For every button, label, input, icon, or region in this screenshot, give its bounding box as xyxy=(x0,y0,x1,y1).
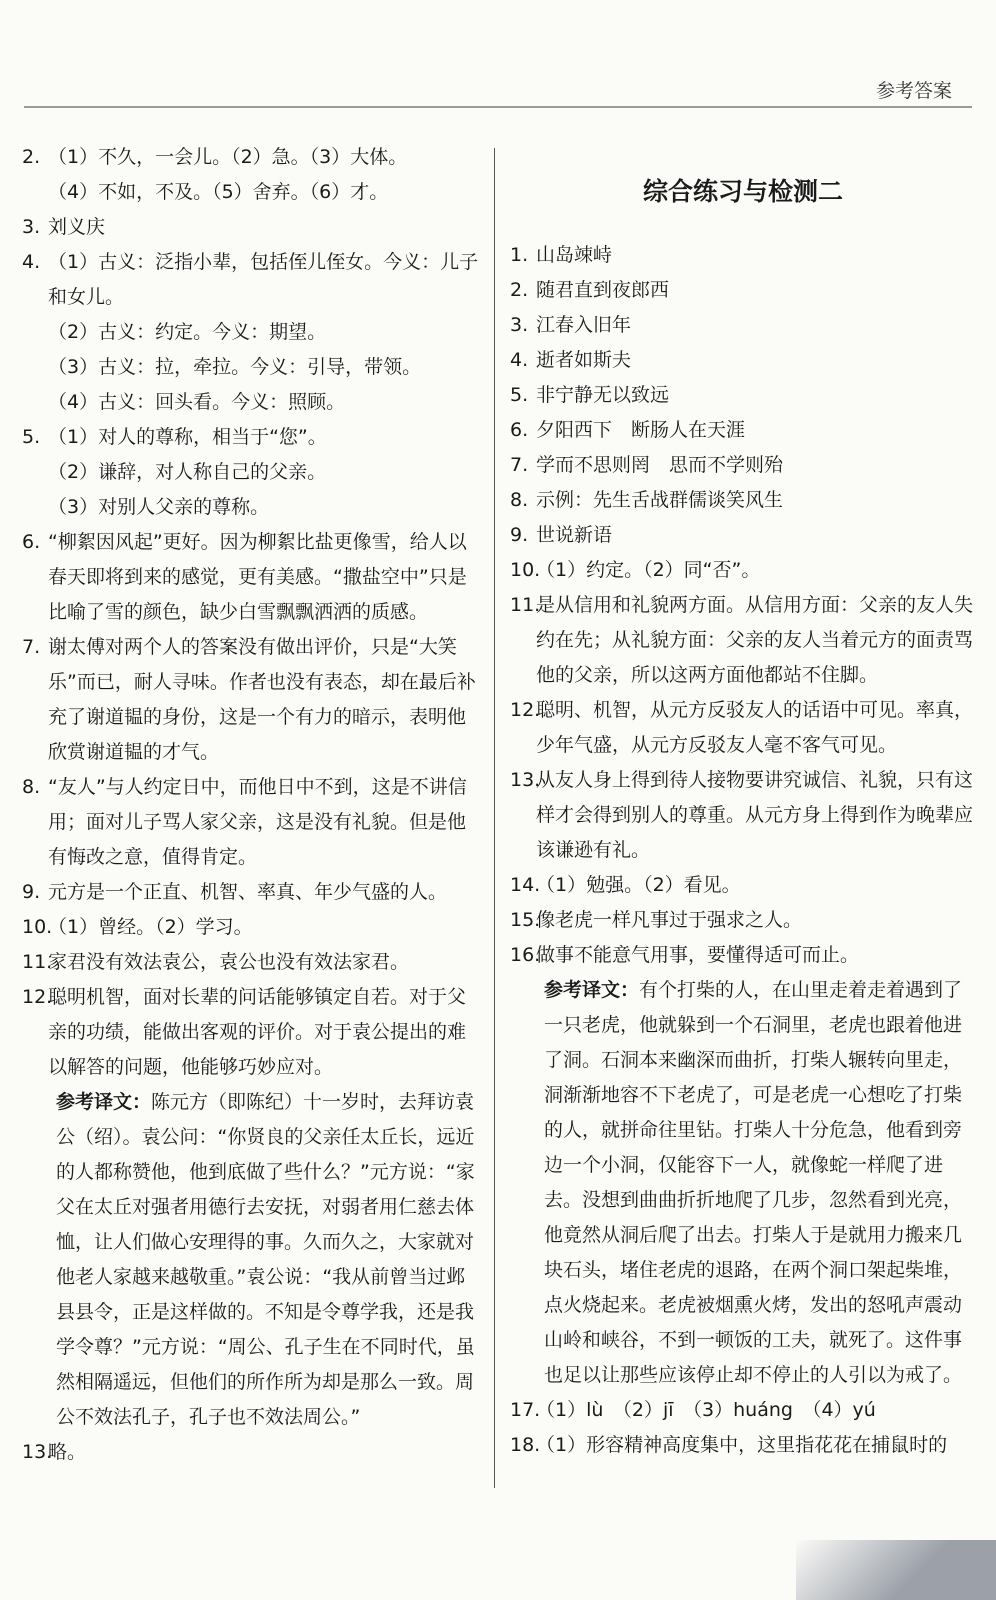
item-number: 13. xyxy=(22,1441,53,1463)
item-number: 10. xyxy=(510,559,541,581)
item-number: 14. xyxy=(510,874,541,896)
item-number: 18. xyxy=(510,1434,541,1456)
answer-item xyxy=(510,308,976,343)
column-divider xyxy=(494,148,495,1488)
item-text: 是从信用和礼貌两方面。从信用方面：父亲的友人失约在先；从礼貌方面：父亲的友人当着元方的面责骂他的父亲，所以这两方面他都站不住脚。 xyxy=(536,594,974,686)
item-text: 聪明、机智，从元方反驳友人的话语中可见。率真，少年气盛，从元方反驳友人毫不客气可见。 xyxy=(536,699,974,756)
answer-item xyxy=(22,770,484,875)
answer-item xyxy=(510,588,976,693)
answer-item xyxy=(510,413,976,448)
item-text: （4）不如，不及。（5）舍弃。（6）才。 xyxy=(48,181,389,203)
answer-item xyxy=(510,273,976,308)
item-text: （1）lù （2）jī （3）huáng （4）yú xyxy=(536,1399,876,1421)
item-text: （3）古义：拉，牵拉。今义：引导，带领。 xyxy=(48,356,422,378)
item-text: 非宁静无以致远 xyxy=(536,384,670,406)
right-column xyxy=(510,140,976,1463)
item-text: “友人”与人约定日中，而他日中不到，这是不讲信用；面对儿子骂人家父亲，这是没有礼貌。但是他有悔改之意，值得肯定。 xyxy=(48,776,467,868)
item-text: （2）谦辞，对人称自己的父亲。 xyxy=(48,461,327,483)
answer-item xyxy=(510,483,976,518)
item-text: （2）古义：约定。今义：期望。 xyxy=(48,321,327,343)
item-text: （4）古义：回头看。今义：照顾。 xyxy=(48,391,346,413)
item-number: 13. xyxy=(510,769,541,791)
item-number: 2. xyxy=(22,146,41,168)
translation-block xyxy=(510,973,976,1393)
answer-subitems xyxy=(22,315,484,420)
item-number: 8. xyxy=(22,776,41,798)
item-number: 4. xyxy=(22,251,41,273)
translation-label: 参考译文： xyxy=(56,1091,152,1113)
translation-block xyxy=(22,1085,484,1435)
item-text: 从友人身上得到待人接物要讲究诚信、礼貌，只有这样才会得到别人的尊重。从元方身上得到作为晚辈应该谦逊有礼。 xyxy=(536,769,974,861)
item-number: 1. xyxy=(510,244,529,266)
answer-item xyxy=(22,525,484,630)
item-text: （1）曾经。（2）学习。 xyxy=(48,916,253,938)
item-text: 做事不能意气用事，要懂得适可而止。 xyxy=(536,944,860,966)
answer-item xyxy=(510,868,976,903)
answer-item xyxy=(510,1393,976,1428)
item-number: 8. xyxy=(510,489,529,511)
answer-item xyxy=(510,343,976,378)
item-number: 2. xyxy=(510,279,529,301)
page-header xyxy=(24,62,972,108)
page-corner-shade xyxy=(796,1540,996,1600)
item-text: 聪明机智，面对长辈的问话能够镇定自若。对于父亲的功绩，能做出客观的评价。对于袁公提出的难以解答的问题，他能够巧妙应对。 xyxy=(48,986,467,1078)
item-number: 12. xyxy=(510,699,541,721)
item-text: 世说新语 xyxy=(536,524,613,546)
answer-item xyxy=(510,378,976,413)
item-text: 随君直到夜郎西 xyxy=(536,279,670,301)
item-number: 9. xyxy=(510,524,529,546)
answer-item xyxy=(22,630,484,770)
answer-item xyxy=(22,945,484,980)
item-number: 15. xyxy=(510,909,541,931)
section-title: 综合练习与检测二 xyxy=(642,177,843,206)
answer-item xyxy=(510,553,976,588)
translation-text: 有个打柴的人，在山里走着走着遇到了一只老虎，他就躲到一个石洞里，老虎也跟着他进了洞。石洞本来幽深而曲折，打柴人辗转向里走，洞渐渐地容不下老虎了，可是老虎一心想吃了打柴的人，就拼命往里钻。打柴人十分危急，他看到旁边一个小洞，仅能容下一人，就像蛇一样爬了进去。没想到曲曲折折地爬了几步，忽然看到光亮，他竟然从洞后爬了出去。打柴人于是就用力搬来几块石头，堵住老虎的退路，在两个洞口架起柴堆，点火烧起来。老虎被烟熏火烤，发出的怒吼声震动山岭和峡谷，不到一顿饭的工夫，就死了。这件事也足以让那些应该停止却不停止的人引以为戒了。 xyxy=(544,979,963,1386)
item-text: 学而不思则罔 思而不学则殆 xyxy=(536,454,784,476)
item-number: 17. xyxy=(510,1399,541,1421)
answer-item xyxy=(510,518,976,553)
item-number: 6. xyxy=(22,531,41,553)
item-text: （1）不久，一会儿。（2）急。（3）大体。 xyxy=(48,146,408,168)
item-number: 9. xyxy=(22,881,41,903)
item-text: （1）古义：泛指小辈，包括侄儿侄女。今义：儿子和女儿。 xyxy=(48,251,479,308)
answer-item xyxy=(510,903,976,938)
header-label: 参考答案 xyxy=(875,80,952,102)
answer-item xyxy=(510,763,976,868)
item-text: 刘义庆 xyxy=(48,216,106,238)
item-number: 3. xyxy=(510,314,529,336)
item-text: （1）对人的尊称，相当于“您”。 xyxy=(48,426,327,448)
item-text: （1）约定。（2）同“否”。 xyxy=(536,559,761,581)
item-text: 山岛竦峙 xyxy=(536,244,613,266)
item-text: 谢太傅对两个人的答案没有做出评价，只是“大笑乐”而已，耐人寻味。作者也没有表态，却在最后补充了谢道韫的身份，这是一个有力的暗示，表明他欣赏谢道韫的才气。 xyxy=(48,636,476,763)
answer-item xyxy=(510,1428,976,1463)
item-text: 逝者如斯夫 xyxy=(536,349,632,371)
answer-item xyxy=(510,238,976,273)
item-number: 12. xyxy=(22,986,53,1008)
answer-item xyxy=(22,245,484,315)
item-number: 6. xyxy=(510,419,529,441)
item-number: 10. xyxy=(22,916,53,938)
answer-item xyxy=(22,1435,484,1470)
answer-item xyxy=(22,420,484,525)
translation-label: 参考译文： xyxy=(544,979,640,1001)
item-text: 示例：先生舌战群儒谈笑风生 xyxy=(536,489,784,511)
item-number: 5. xyxy=(22,426,41,448)
item-text: 元方是一个正直、机智、率真、年少气盛的人。 xyxy=(48,881,448,903)
answer-item xyxy=(510,448,976,483)
item-text: 像老虎一样凡事过于强求之人。 xyxy=(536,909,803,931)
item-text: 江春入旧年 xyxy=(536,314,632,336)
answer-item xyxy=(22,910,484,945)
item-number: 11. xyxy=(510,594,541,616)
item-number: 3. xyxy=(22,216,41,238)
item-number: 7. xyxy=(510,454,529,476)
answer-item xyxy=(22,980,484,1085)
item-number: 7. xyxy=(22,636,41,658)
answer-item xyxy=(510,938,976,973)
item-number: 4. xyxy=(510,349,529,371)
item-text: （1）勉强。（2）看见。 xyxy=(536,874,741,896)
answer-item xyxy=(22,210,484,245)
item-number: 11. xyxy=(22,951,53,973)
answer-item xyxy=(22,875,484,910)
answer-item xyxy=(22,140,484,210)
translation-text: 陈元方（即陈纪）十一岁时，去拜访袁公（绍）。袁公问：“你贤良的父亲任太丘长，远近的人都称赞他，他到底做了些什么？”元方说：“家父在太丘对强者用德行去安抚，对弱者用仁慈去体恤，让人们做心安理得的事。久而久之，大家就对他老人家越来越敬重。”袁公说：“我从前曾当过邺县县令，正是这样做的。不知是令尊学我，还是我学令尊？”元方说：“周公、孔子生在不同时代，虽然相隔遥远，但他们的所作所为却是那么一致。周公不效法孔子，孔子也不效法周公。” xyxy=(56,1091,475,1428)
item-text: “柳絮因风起”更好。因为柳絮比盐更像雪，给人以春天即将到来的感觉，更有美感。“撒盐空中”只是比喻了雪的颜色，缺少白雪飘飘洒洒的质感。 xyxy=(48,531,467,623)
item-text: 略。 xyxy=(48,1441,87,1463)
answer-item xyxy=(510,693,976,763)
item-text: 夕阳西下 断肠人在天涯 xyxy=(536,419,746,441)
item-text: （3）对别人父亲的尊称。 xyxy=(48,496,270,518)
left-column xyxy=(22,140,484,1470)
item-number: 16. xyxy=(510,944,541,966)
item-text: 家君没有效法袁公，袁公也没有效法家君。 xyxy=(48,951,410,973)
item-text: （1）形容精神高度集中，这里指花花在捕鼠时的 xyxy=(536,1434,948,1456)
item-number: 5. xyxy=(510,384,529,406)
